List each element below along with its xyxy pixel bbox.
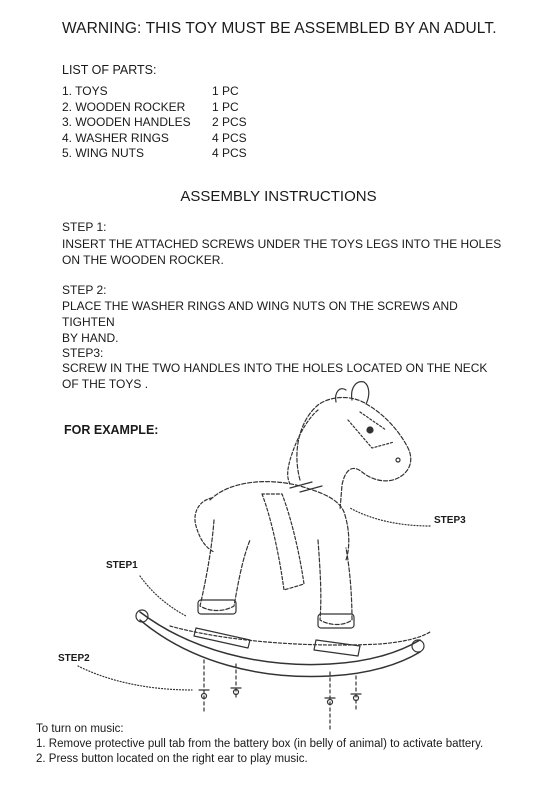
step3-label: STEP3: (62, 346, 104, 360)
part-qty: 4 PCS (212, 146, 247, 160)
rocker-top-runner (140, 612, 420, 665)
step2-leader (78, 666, 192, 690)
step3-leader (350, 508, 430, 526)
horse-nostril (396, 458, 400, 462)
step2-line1: PLACE THE WASHER RINGS AND WING NUTS ON THE SCREWS AND TIGHTEN (62, 299, 458, 329)
horse-eye (367, 427, 373, 433)
rocker-crossbar-front (314, 640, 360, 656)
assembly-instructions-title: ASSEMBLY INSTRUCTIONS (180, 188, 377, 205)
part-name: 4. WASHER RINGS (62, 130, 169, 145)
part-qty: 4 PCS (212, 130, 247, 145)
parts-list-title: LIST OF PARTS: (62, 63, 157, 77)
step2-label: STEP 2: (62, 283, 107, 297)
for-example-label: FOR EXAMPLE: (64, 423, 159, 437)
step2-annotation: STEP2 (58, 653, 90, 664)
part-name: 2. WOODEN ROCKER (62, 99, 186, 114)
part-name: 3. WOODEN HANDLES (62, 115, 191, 129)
step2-line2: BY HAND. (62, 331, 119, 345)
part-qty: 1 PC (212, 84, 239, 98)
step1-line1: INSERT THE ATTACHED SCREWS UNDER THE TOYS LEGS INTO THE HOLES (62, 237, 502, 251)
music-line2: 2. Press button located on the right ear to play music. (36, 753, 308, 765)
music-title: To turn on music: (36, 723, 124, 735)
step1-line2: ON THE WOODEN ROCKER. (62, 253, 224, 267)
part-qty: 2 PCS (212, 115, 247, 129)
step3-annotation: STEP3 (434, 515, 466, 526)
horse-mane (288, 410, 318, 484)
step3-line1: SCREW IN THE TWO HANDLES INTO THE HOLES LOCATED ON THE NECK (62, 361, 488, 375)
step3-line2: OF THE TOYS . (62, 377, 149, 391)
part-qty: 1 PC (212, 99, 239, 114)
horse-body-outline (210, 482, 349, 560)
horse-saddle (262, 494, 304, 590)
rocker-back-runner (170, 626, 430, 645)
horse-front-hoof (318, 614, 354, 628)
warning-heading: WARNING: THIS TOY MUST BE ASSEMBLED BY AN ADULT. (62, 20, 497, 37)
step1-label: STEP 1: (62, 220, 107, 234)
music-instructions (36, 722, 483, 767)
step1-annotation: STEP1 (106, 560, 138, 571)
horse-ear-back (336, 389, 346, 402)
horse-back-leg (200, 520, 250, 611)
part-name: 1. TOYS (62, 84, 108, 98)
horse-ear (352, 382, 369, 404)
music-line1: 1. Remove protective pull tab from the battery box (in belly of animal) to activate battery. (36, 738, 484, 750)
rocker-bottom-runner (140, 620, 420, 677)
horse-front-leg (318, 540, 352, 625)
washer-icon (199, 688, 361, 698)
part-name: 5. WING NUTS (62, 146, 145, 160)
horse-back-hoof (198, 600, 236, 614)
handle-peg (290, 482, 322, 492)
step1-leader (140, 576, 186, 616)
